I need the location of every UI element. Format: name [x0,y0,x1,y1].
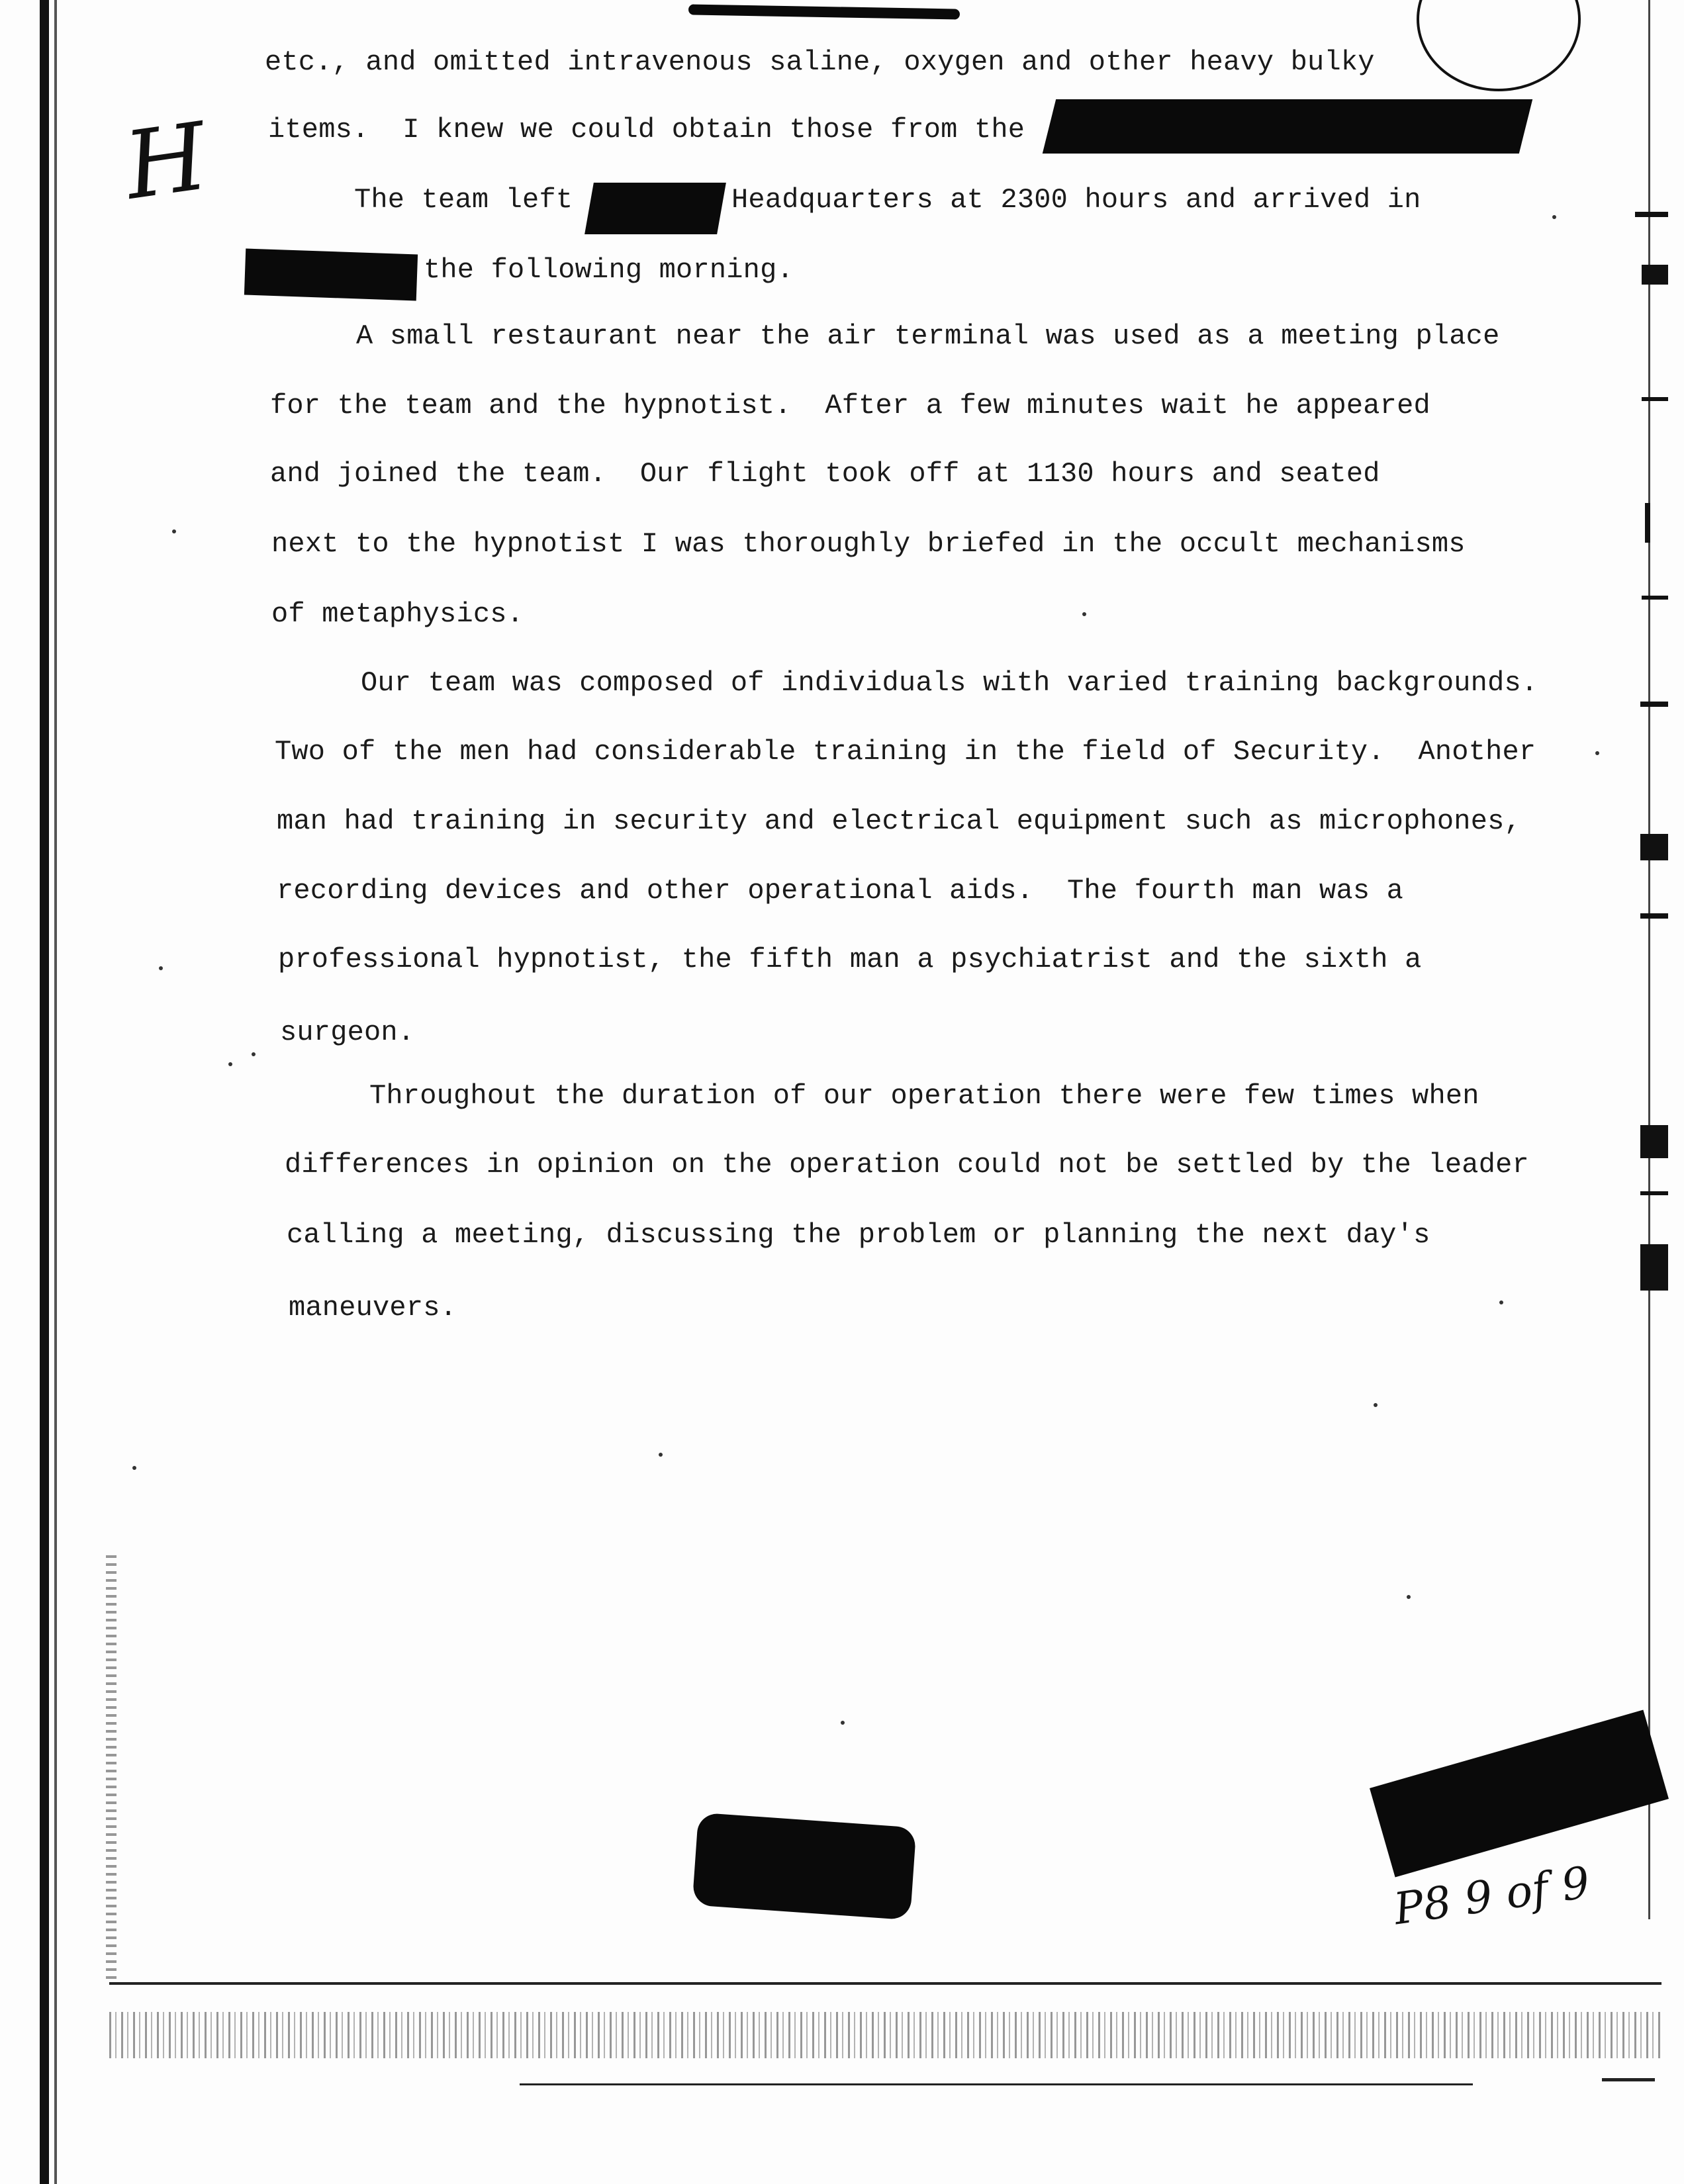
redaction-block [244,248,418,300]
text-line: recording devices and other operational aids. The fourth man was a [277,875,1404,907]
text-line: the following morning. [424,254,794,286]
speck [1082,612,1086,616]
speck [659,1453,663,1457]
text-line: of metaphysics. [271,598,524,630]
redaction-block [585,183,726,234]
left-binding-edge-inner [54,0,57,2184]
margin-letter: H [118,103,214,221]
speck [1407,1595,1411,1599]
text-line: A small restaurant near the air terminal was used as a meeting place [356,320,1500,352]
scan-noise-band [109,2012,1661,2058]
handwritten-circle [1417,0,1581,91]
right-edge-mark [1640,1191,1668,1195]
text-line: The team left [354,184,573,216]
right-edge-mark [1642,397,1668,401]
redaction-block [1370,1709,1669,1877]
speck [1374,1403,1378,1407]
right-edge-mark [1640,913,1668,919]
page-number: P8 9 of 9 [1391,1856,1593,1935]
bottom-rule [520,2083,1473,2085]
text-line: Throughout the duration of our operation there were few times when [369,1080,1479,1112]
text-line: and joined the team. Our flight took off at 1130 hours and seated [270,458,1380,490]
text-line: differences in opinion on the operation could not be settled by the leader [285,1149,1529,1181]
bottom-rule [1602,2078,1655,2081]
bottom-rule [109,1982,1661,1985]
left-binding-edge [40,0,49,2184]
top-smudge [688,4,960,19]
right-edge-mark [1640,702,1668,707]
text-line: Two of the men had considerable training in the field of Security. Another [275,736,1536,768]
text-line: etc., and omitted intravenous saline, oxygen and other heavy bulky [265,46,1375,78]
right-edge-mark [1642,265,1668,285]
speck [1595,751,1599,755]
text-line: maneuvers. [289,1292,457,1324]
text-line: next to the hypnotist I was thoroughly briefed in the occult mechanisms [271,528,1466,560]
text-line: calling a meeting, discussing the problem or planning the next day's [287,1219,1430,1251]
speck [132,1466,136,1470]
speck [252,1052,256,1056]
text-line: professional hypnotist, the fifth man a psychiatrist and the sixth a [278,944,1422,976]
text-line: Our team was composed of individuals with varied training backgrounds. [361,667,1538,699]
speck [159,966,163,970]
left-noise-column [106,1555,117,1979]
right-edge-line [1648,0,1650,1919]
right-edge-mark [1642,596,1668,600]
text-line: surgeon. [280,1017,415,1048]
speck [172,529,176,533]
text-line: Headquarters at 2300 hours and arrived in [731,184,1421,216]
right-edge-mark [1645,503,1650,543]
text-line: man had training in security and electrical equipment such as microphones, [277,805,1521,837]
right-edge-mark [1635,212,1668,217]
right-edge-mark [1640,834,1668,860]
speck [841,1721,845,1725]
speck [1499,1300,1503,1304]
speck [228,1062,232,1066]
right-edge-mark [1640,1244,1668,1291]
redaction-block [1043,99,1532,154]
text-line: for the team and the hypnotist. After a few minutes wait he appeared [270,390,1430,422]
speck [1552,215,1556,219]
redaction-block [692,1813,917,1921]
text-line: items. I knew we could obtain those from the [268,114,1025,146]
right-edge-mark [1640,1125,1668,1158]
